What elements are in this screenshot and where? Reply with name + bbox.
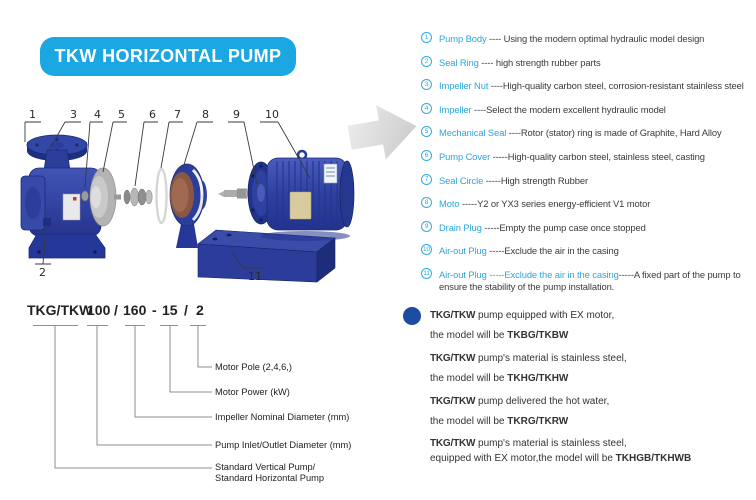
- model-variants: [430, 310, 756, 464]
- part-desc: ----Rotor (stator) ring is made of Graphite, Hard Alloy: [506, 127, 722, 139]
- part-desc: ---- high strength rubber parts: [478, 56, 601, 68]
- model-code-connector-lines: [25, 300, 395, 495]
- part-name: Mechanical Seal: [439, 127, 507, 139]
- callout-7: 7: [174, 108, 181, 121]
- pump-exploded-diagram: [15, 98, 410, 298]
- motor-illustration: [218, 151, 354, 230]
- title-banner: [40, 37, 296, 76]
- impeller-nut-illustration: [82, 191, 89, 201]
- model-code-block: [25, 300, 395, 495]
- model-label-standard-1: Standard Vertical Pump/: [215, 462, 316, 472]
- mechanical-seal-illustration: [124, 188, 152, 206]
- parts-list-item: [421, 245, 756, 256]
- model-token: TKG/TKW: [27, 302, 93, 318]
- variant-line: the model will be TKHG/TKHW: [430, 373, 569, 384]
- part-desc: -----Y2 or YX3 series energy-efficient V1 motor: [459, 198, 651, 210]
- part-desc: ---- Using the modern optimal hydraulic model design: [486, 33, 705, 44]
- part-number-badge: 4: [421, 103, 432, 114]
- part-number-badge: 1: [421, 32, 432, 43]
- page-title: TKW HORIZONTAL PUMP: [54, 46, 282, 66]
- model-token: 2: [196, 302, 204, 318]
- part-name: Pump Cover: [439, 150, 491, 162]
- part-desc: ----Select the modern excellent hydraulic model: [471, 103, 666, 115]
- bullet-circle-icon: [403, 307, 421, 325]
- part-desc: -----High strength Rubber: [483, 174, 588, 186]
- variant-line: the model will be TKRG/TKRW: [430, 416, 569, 427]
- parts-list-item: [421, 222, 756, 233]
- part-number-badge: 2: [421, 56, 432, 67]
- part-desc: ----High-quality carbon steel, corrosion-resistant stainless steel: [488, 80, 744, 92]
- part-number-badge: 11: [421, 268, 432, 279]
- part-desc: -----Empty the pump case once stopped: [481, 221, 646, 233]
- variant-line: TKG/TKW pump's material is stainless steel,: [430, 438, 627, 449]
- variant-line: the model will be TKBG/TKBW: [430, 330, 569, 341]
- parts-list-item: [421, 104, 756, 115]
- base-plate-illustration: [198, 230, 350, 282]
- model-token: 160: [123, 302, 147, 318]
- part-name: Air-out Plug: [439, 245, 487, 257]
- parts-list-item: [421, 127, 756, 138]
- parts-list: [421, 33, 756, 293]
- model-token: /: [114, 302, 118, 318]
- part-number-badge: 5: [421, 126, 432, 137]
- part-name: Pump Body: [439, 33, 487, 44]
- part-name: Impeller Nut: [439, 80, 489, 92]
- part-name: Air-out Plug -----Exclude the air in the casing: [439, 268, 619, 280]
- callout-8: 8: [202, 108, 209, 121]
- part-name: Moto: [439, 198, 460, 210]
- model-label-impeller-diam: Impeller Nominal Diameter (mm): [215, 412, 350, 422]
- callout-3: 3: [70, 108, 77, 121]
- part-number-badge: 7: [421, 174, 432, 185]
- model-label-inlet-outlet: Pump Inlet/Outlet Diameter (mm): [215, 440, 352, 450]
- model-token: -: [152, 302, 157, 318]
- part-name: Seal Ring: [439, 56, 479, 68]
- part-number-badge: 8: [421, 197, 432, 208]
- part-name: Impeller: [439, 103, 472, 115]
- variant-line: equipped with EX motor,the model will be TKHGB/TKHWB: [430, 453, 692, 464]
- part-name: Seal Circle: [439, 174, 484, 186]
- callout-5: 5: [118, 108, 125, 121]
- callout-10: 10: [265, 108, 279, 121]
- part-number-badge: 9: [421, 221, 432, 232]
- part-number-badge: 6: [421, 150, 432, 161]
- impeller-illustration: [90, 168, 121, 226]
- model-token: 100: [87, 302, 111, 318]
- model-label-standard-2: Standard Horizontal Pump: [215, 473, 325, 483]
- part-number-badge: 10: [422, 246, 431, 254]
- parts-list-item: [421, 151, 756, 162]
- parts-list-item: [421, 175, 756, 186]
- callout-1: 1: [29, 108, 36, 121]
- seal-circle-illustration: [157, 169, 167, 223]
- part-desc: -----A fixed part of the pump to: [618, 268, 741, 280]
- model-token: 15: [162, 302, 178, 318]
- pump-cover-illustration: [170, 164, 207, 248]
- callout-2: 2: [39, 266, 46, 279]
- model-label-motor-power: Motor Power (kW): [215, 387, 290, 397]
- callout-6: 6: [149, 108, 156, 121]
- variant-line: TKG/TKW pump equipped with EX motor,: [430, 310, 615, 321]
- parts-list-item: [421, 80, 756, 91]
- part-desc-line2: ensure the stability of the pump installation.: [439, 280, 615, 292]
- part-name: Drain Plug: [439, 221, 482, 233]
- parts-list-item: [421, 269, 756, 293]
- callout-11: 11: [248, 270, 262, 283]
- model-label-motor-pole: Motor Pole (2,4,6,): [215, 362, 292, 372]
- callout-9: 9: [233, 108, 240, 121]
- variant-line: TKG/TKW pump delivered the hot water,: [430, 396, 610, 407]
- callout-4: 4: [94, 108, 101, 121]
- part-desc: -----High-quality carbon steel, stainless steel, casting: [490, 150, 705, 162]
- parts-list-item: [421, 57, 756, 68]
- part-desc: -----Exclude the air in the casing: [486, 245, 619, 257]
- part-number-badge: 3: [421, 79, 432, 90]
- model-token: /: [184, 302, 188, 318]
- variant-line: TKG/TKW pump's material is stainless steel,: [430, 353, 627, 364]
- parts-list-item: [421, 33, 756, 44]
- parts-list-item: [421, 198, 756, 209]
